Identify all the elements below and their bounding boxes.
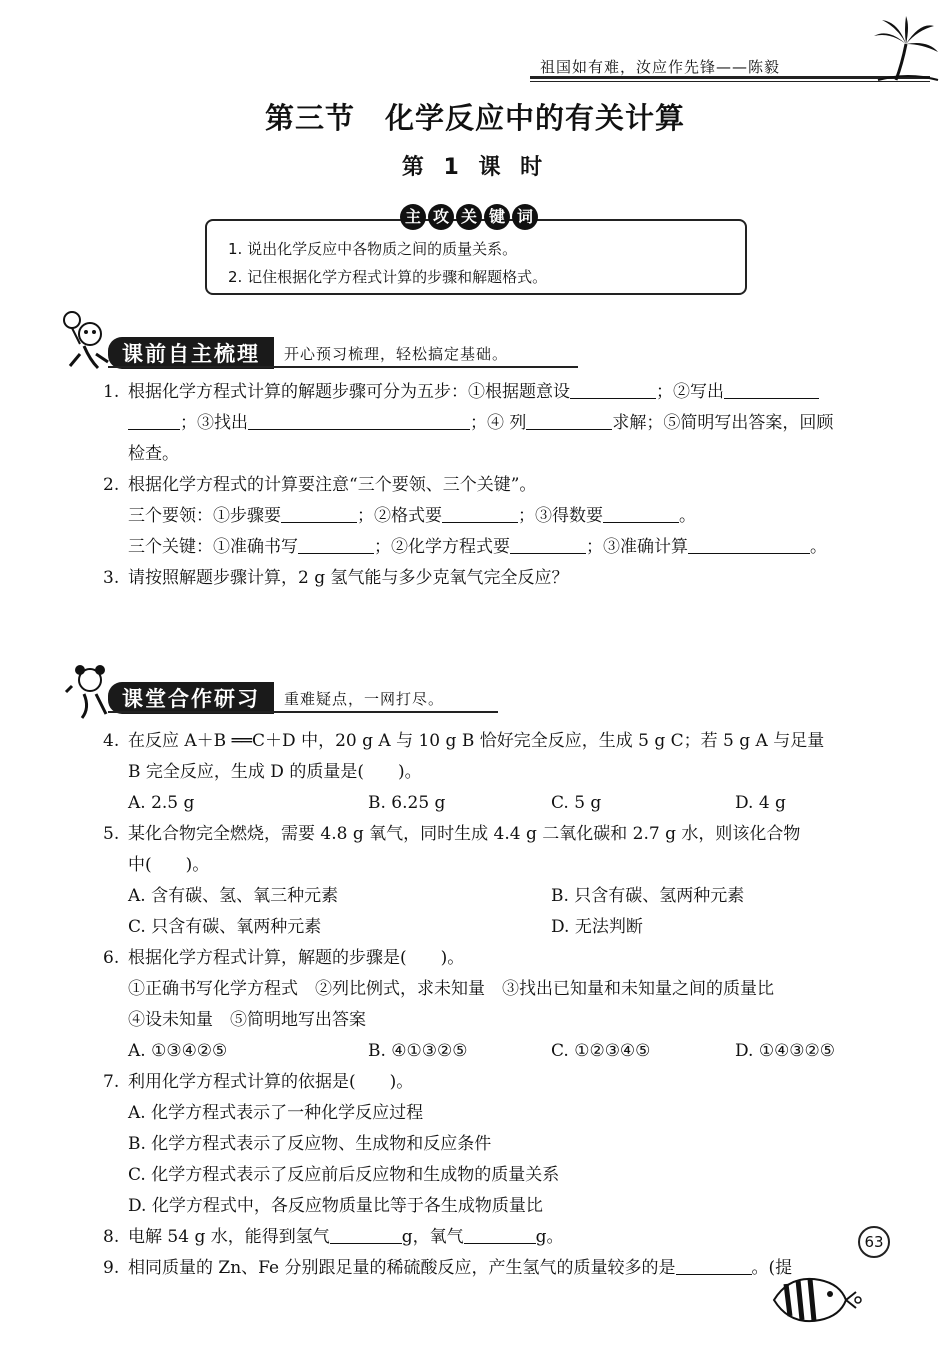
key-point-item: 1. 说出化学反应中各物质之间的质量关系。 [228, 240, 518, 258]
question-3 [103, 568, 569, 588]
question-text: 根据化学方程式计算的解题步骤可分为五步：①根据题意设 [128, 382, 570, 402]
question-text: ；③准确计算 [586, 537, 688, 557]
question-number: 6. [103, 948, 120, 968]
question-1-line-2 [128, 413, 833, 433]
option[interactable]: A. 2.5 g [128, 793, 195, 813]
question-6-line-1 [103, 948, 464, 968]
question-7-line-1 [103, 1072, 413, 1092]
question-2-line-1 [103, 475, 536, 495]
answer-blank[interactable] [128, 413, 180, 430]
question-number: 4. [103, 731, 120, 751]
question-text: 利用化学方程式计算的依据是( )。 [128, 1072, 414, 1092]
question-text: 。 [810, 537, 827, 557]
question-9 [103, 1258, 792, 1278]
answer-blank[interactable] [248, 413, 470, 430]
question-number: 2. [103, 475, 120, 495]
question-1-line-1 [103, 382, 819, 402]
question-text: 根据化学方程式计算，解题的步骤是( )。 [128, 948, 465, 968]
question-text: 三个要领：①步骤要 [128, 506, 281, 526]
badge-char: 关 [456, 204, 482, 230]
answer-blank[interactable] [570, 382, 656, 399]
question-text: g。 [535, 1227, 564, 1247]
option[interactable]: A. 化学方程式表示了一种化学反应过程 [128, 1103, 424, 1123]
question-number: 7. [103, 1072, 120, 1092]
question-text: ；②格式要 [357, 506, 442, 526]
badge-char: 词 [512, 204, 538, 230]
question-text: g，氧气 [401, 1227, 464, 1247]
lesson-subtitle: 第 1 课 时 [401, 155, 549, 180]
question-2-line-2 [128, 506, 696, 526]
cartoon-mascot-icon [62, 664, 112, 720]
option[interactable]: A. ①③④②⑤ [128, 1041, 228, 1061]
option[interactable]: A. 含有碳、氢、氧三种元素 [128, 886, 339, 906]
question-6-line-2: ①正确书写化学方程式 ②列比例式，求未知量 ③找出已知量和未知量之间的质量比 [128, 979, 774, 999]
question-8 [103, 1227, 564, 1247]
question-number: 9. [103, 1258, 120, 1278]
cartoon-mascot-icon [58, 310, 114, 372]
section-banner-classroom [108, 683, 444, 713]
answer-blank[interactable] [442, 506, 518, 523]
section-label: 课前自主梳理 [108, 337, 274, 369]
page-number: 63 [858, 1226, 890, 1258]
question-text: 求解；⑤简明写出答案，回顾 [612, 413, 834, 433]
badge-char: 键 [484, 204, 510, 230]
question-number: 1. [103, 382, 120, 402]
answer-blank[interactable] [510, 537, 586, 554]
question-4-line-2: B 完全反应，生成 D 的质量是( )。 [128, 762, 422, 782]
section-title: 第三节 化学反应中的有关计算 [264, 101, 685, 135]
section-label: 课堂合作研习 [108, 682, 274, 714]
answer-blank[interactable] [281, 506, 357, 523]
option[interactable]: B. 6.25 g [368, 793, 446, 813]
option[interactable]: B. 化学方程式表示了反应物、生成物和反应条件 [128, 1134, 492, 1154]
question-1-line-3: 检查。 [128, 444, 179, 464]
section-underline [108, 366, 578, 368]
fish-icon [770, 1270, 862, 1330]
question-text: ；②写出 [656, 382, 724, 402]
answer-blank[interactable] [464, 1227, 536, 1244]
section-subtitle: 开心预习梳理，轻松搞定基础。 [284, 344, 509, 363]
question-5-line-2: 中( )。 [128, 855, 210, 875]
badge-char: 攻 [428, 204, 454, 230]
option[interactable]: C. 5 g [551, 793, 602, 813]
question-text: ；③得数要 [518, 506, 603, 526]
question-4-line-1 [103, 731, 824, 751]
answer-blank[interactable] [298, 537, 374, 554]
question-text: 相同质量的 Zn、Fe 分别跟足量的稀硫酸反应，产生氢气的质量较多的是 [128, 1258, 676, 1278]
option[interactable]: D. 无法判断 [551, 917, 643, 937]
answer-blank[interactable] [676, 1258, 752, 1275]
badge-char: 主 [400, 204, 426, 230]
option[interactable]: C. ①②③④⑤ [551, 1041, 651, 1061]
question-text: 在反应 A＋B ══C＋D 中，20 g A 与 10 g B 恰好完全反应，生成 5 g C；若 5 g A 与足量 [128, 731, 825, 751]
answer-blank[interactable] [688, 537, 810, 554]
option[interactable]: D. ①④③②⑤ [735, 1041, 836, 1061]
option[interactable]: C. 只含有碳、氧两种元素 [128, 917, 322, 937]
question-text: ；③找出 [180, 413, 248, 433]
question-text: 某化合物完全燃烧，需要 4.8 g 氧气，同时生成 4.4 g 二氧化碳和 2.7 g 水，则该化合物 [128, 824, 801, 844]
question-text: 请按照解题步骤计算，2 g 氢气能与多少克氧气完全反应？ [128, 568, 569, 588]
question-2-line-3 [128, 537, 827, 557]
section-underline [108, 711, 498, 713]
question-5-line-1 [103, 824, 800, 844]
section-subtitle: 重难疑点，一网打尽。 [284, 689, 445, 708]
answer-blank[interactable] [603, 506, 679, 523]
key-points-badge [400, 204, 538, 232]
option[interactable]: C. 化学方程式表示了反应前后反应物和生成物的质量关系 [128, 1165, 560, 1185]
section-banner-preview [108, 338, 508, 368]
answer-blank[interactable] [724, 382, 819, 399]
question-text: ；②化学方程式要 [374, 537, 510, 557]
question-text: 。(提 [751, 1258, 793, 1278]
option[interactable]: B. ④①③②⑤ [368, 1041, 468, 1061]
answer-blank[interactable] [526, 413, 612, 430]
option[interactable]: B. 只含有碳、氢两种元素 [551, 886, 745, 906]
palm-tree-icon [868, 14, 940, 82]
answer-blank[interactable] [330, 1227, 402, 1244]
question-number: 3. [103, 568, 120, 588]
header-motto: 祖国如有难，汝应作先锋——陈毅 [540, 58, 781, 76]
question-number: 5. [103, 824, 120, 844]
key-point-item: 2. 记住根据化学方程式计算的步骤和解题格式。 [228, 268, 548, 286]
question-text: 根据化学方程式的计算要注意“三个要领、三个关键”。 [128, 475, 537, 495]
question-text: ；④ 列 [470, 413, 527, 433]
question-text: 三个关键：①准确书写 [128, 537, 298, 557]
question-text: 。 [679, 506, 696, 526]
option[interactable]: D. 4 g [735, 793, 786, 813]
question-text: 电解 54 g 水，能得到氢气 [128, 1227, 330, 1247]
question-6-line-3: ④设未知量 ⑤简明地写出答案 [128, 1010, 366, 1030]
question-number: 8. [103, 1227, 120, 1247]
option[interactable]: D. 化学方程式中，各反应物质量比等于各生成物质量比 [128, 1196, 543, 1216]
